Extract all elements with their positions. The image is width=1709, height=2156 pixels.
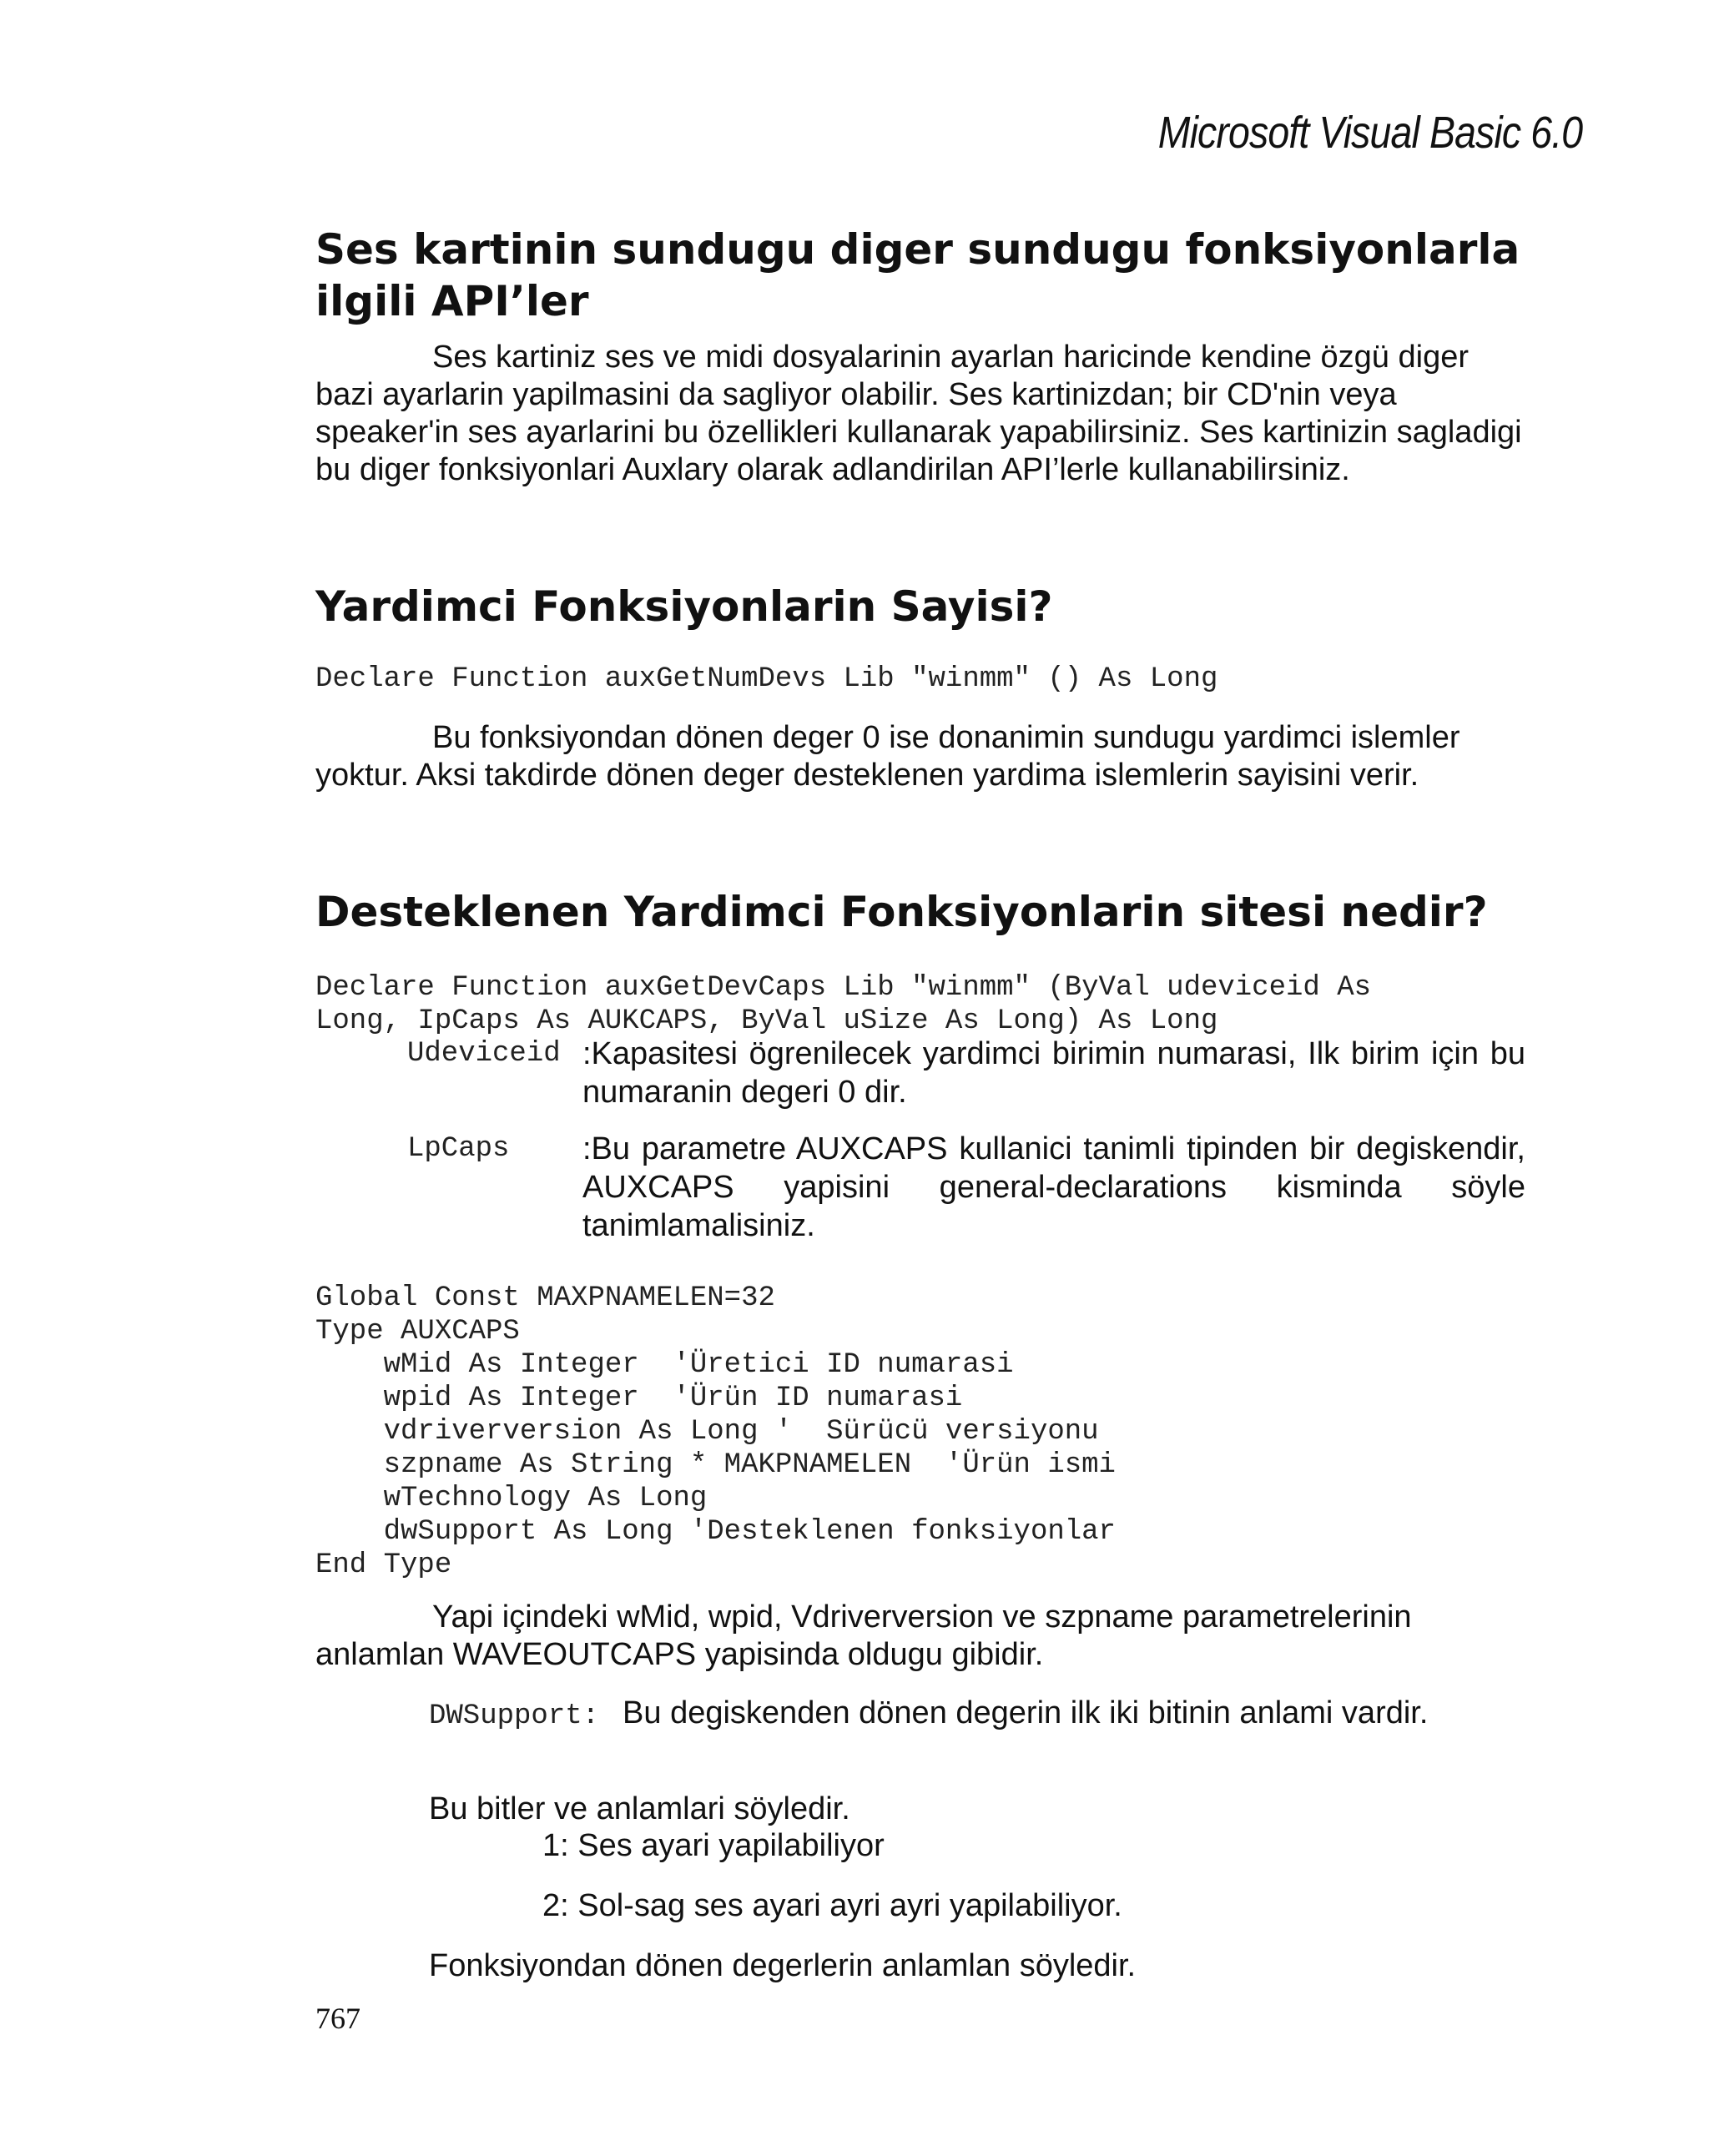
bit-item-2: 2: Sol-sag ses ayari ayri ayri yapilabiliyor. (542, 1888, 1122, 1923)
param-name: Udeviceid (407, 1038, 561, 1070)
param-name: LpCaps (407, 1133, 510, 1165)
param-desc: :Kapasitesi ögrenilecek yardimci birimin numarasi, Ilk birim için bu numaranin degeri 0 dir. (582, 1036, 1525, 1110)
paragraph-num-devs: Bu fonksiyondan dönen deger 0 ise donanimin sundugu yardimci islemler yoktur. Aksi takdirde dönen deger desteklenen yardima islemlerin sayisini verir. (315, 720, 1460, 793)
page-number: 767 (315, 2002, 360, 2035)
section-heading-num-devs: Yardimci Fonksiyonlarin Sayisi? (315, 582, 1053, 631)
param-udeviceid (407, 1035, 1525, 1111)
paragraph-intro: Ses kartiniz ses ve midi dosyalarinin ayarlan haricinde kendine özgü diger bazi ayarlarin yapilmasini da sagliyor olabilir. Ses kartinizdan; bir CD'nin veya speaker'in ses ayarlarini bu özellikleri kullanarak yapabilirsiniz. Ses kartinizin sagladigi bu diger fonksiyonlari Auxlary olarak adlandirilan API’lerle kullanabilirsiniz. (315, 340, 1522, 487)
section-heading-devcaps: Desteklenen Yardimci Fonksiyonlarin sitesi nedir? (315, 888, 1488, 936)
dwsupport-desc: Bu degiskenden dönen degerin ilk iki bitinin anlami vardir. (623, 1695, 1429, 1730)
section-heading-aux-apis: Ses kartinin sundugu diger sundugu fonksiyonlarla ilgili API’ler (315, 225, 1520, 325)
param-lpcaps (407, 1130, 1525, 1245)
dwsupport-name: DWSupport: (429, 1700, 600, 1732)
code-auxgetnumdevs: Declare Function auxGetNumDevs Lib "winmm" () As Long (315, 663, 1218, 695)
bits-intro: Bu bitler ve anlamlari söyledir. (429, 1791, 850, 1826)
running-head: Microsoft Visual Basic 6.0 (1157, 108, 1582, 158)
dwsupport-description (429, 1694, 1464, 1732)
code-auxgetdevcaps: Declare Function auxGetDevCaps Lib "winmm" (ByVal udeviceid As Long, IpCaps As AUKCAPS, ByVal uSize As Long) As Long (315, 972, 1372, 1037)
closing-line: Fonksiyondan dönen degerlerin anlamlan söyledir. (429, 1948, 1137, 1983)
bit-item-1: 1: Ses ayari yapilabiliyor (542, 1828, 885, 1863)
paragraph-structure-note: Yapi içindeki wMid, wpid, Vdriverversion ve szpname parametrelerinin anlamlan WAVEOUTCAPS yapisinda oldugu gibidir. (315, 1599, 1412, 1672)
code-auxcaps-type: Global Const MAXPNAMELEN=32 Type AUXCAPS wMid As Integer 'Üretici ID numarasi wpid As Integer 'Ürün ID numarasi vdriverversion As Long ' Sürücü versiyonu szpname As String * MAKPNAMELEN 'Ürün ismi wTechnology As Long dwSupport As Long 'Desteklenen fonksiyonlar End Type (315, 1282, 1116, 1581)
param-desc: :Bu parametre AUXCAPS kullanici tanimli tipinden bir degiskendir, AUXCAPS yapisini general-declarations kisminda söyle tanimlamalisiniz. (582, 1131, 1525, 1243)
